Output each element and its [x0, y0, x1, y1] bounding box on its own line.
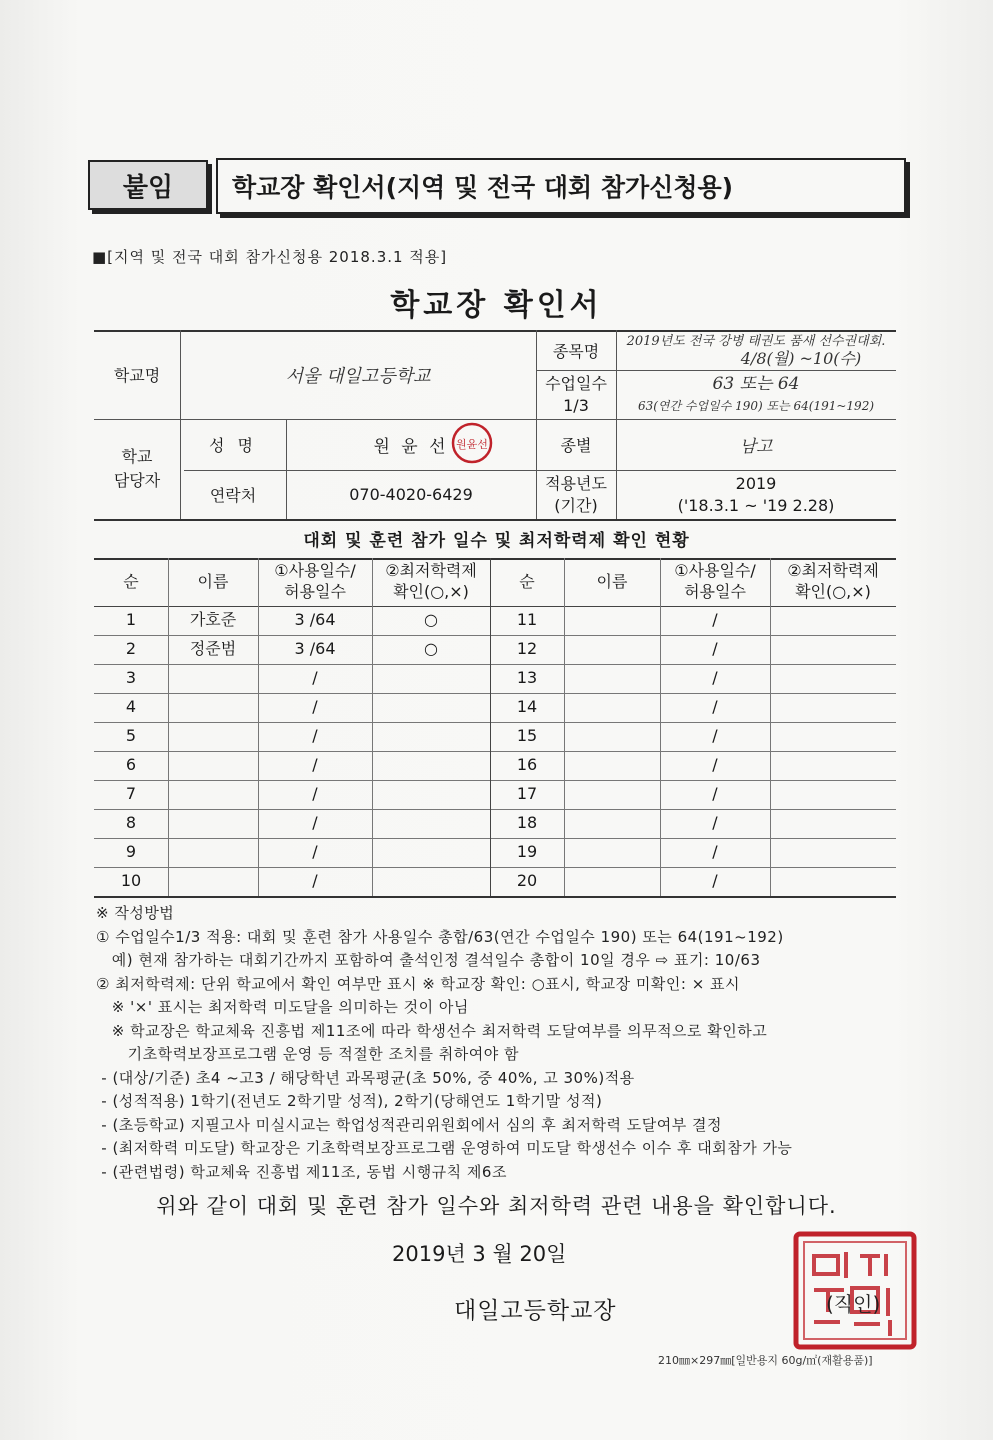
row-check-right: [770, 780, 896, 809]
class-days-value-cell: [616, 370, 896, 419]
grid-line: [94, 558, 896, 560]
class-days-label: 수업일수: [545, 373, 607, 393]
grid-line: [94, 780, 896, 781]
instruction-line: ※ '×' 표시는 최저학력 미도달을 의미하는 것이 아님: [96, 998, 469, 1016]
header-check-line2: 확인(○,×): [795, 582, 871, 601]
row-check-left: [372, 809, 490, 838]
school-name-label: 학교명: [113, 366, 161, 385]
header-name-right: 이름: [596, 571, 628, 591]
category-value: 남고: [739, 437, 773, 457]
staff-label-cell: [94, 419, 180, 519]
row-days-right: /: [712, 871, 718, 891]
event-dates-value: 4/8(월) ~10(수): [740, 349, 862, 368]
row-no-right: 17: [516, 784, 538, 804]
period-value: ('18.3.1 ~ '19 2.28): [677, 495, 835, 515]
contact-label: 연락처: [209, 486, 257, 505]
row-days-left: /: [312, 842, 318, 862]
row-name-right: [564, 693, 660, 722]
year-label-period: (기간): [554, 495, 598, 515]
header-check-line2: 확인(○,×): [393, 582, 469, 601]
row-name-left: [168, 809, 258, 838]
instruction-line: - (초등학교) 지필고사 미실시교는 학업성적관리위원회에서 심의 후 최저학력 도달여부 결정: [96, 1115, 722, 1134]
grid-line: [94, 606, 896, 607]
row-name-right: [564, 867, 660, 896]
row-name-left: [168, 722, 258, 751]
grid-line: [564, 558, 565, 896]
row-name-right: [564, 664, 660, 693]
event-name-value: 2019년도 전국 강병 태권도 품새 선수권대회.: [626, 334, 886, 349]
row-days-left: /: [312, 755, 318, 775]
official-seal: [790, 1228, 920, 1353]
row-name-right: [564, 606, 660, 635]
row-days-right: /: [712, 755, 718, 775]
instruction-line: ① 수업일수1/3 적용: 대회 및 훈련 참가 사용일수 총합/63(연간 수업일수 190) 또는 64(191~192): [96, 927, 784, 946]
grid-line: [94, 664, 896, 665]
staff-seal: [450, 421, 494, 465]
instruction-line: ※ 작성방법: [96, 904, 175, 922]
row-no-right: 18: [516, 813, 538, 833]
row-days-right: /: [712, 784, 718, 804]
instruction-line: - (관련법령) 학교체육 진흥법 제11조, 동법 시행규칙 제6조: [96, 1162, 507, 1181]
row-check-left: [372, 664, 490, 693]
header-days-line2: 허용일수: [284, 582, 346, 601]
grid-line: [372, 558, 373, 896]
row-no-right: 13: [516, 668, 538, 688]
staff-label-1: 학교: [121, 447, 153, 466]
instruction-line: - (최저학력 미도달) 학교장은 기초학력보장프로그램 운영하여 미도달 학생선수 이수 후 대회참가 가능: [96, 1139, 793, 1157]
row-no-right: 15: [516, 726, 538, 746]
grid-line: [94, 635, 896, 636]
event-value-cell: [616, 330, 896, 370]
row-no-left: 4: [125, 697, 137, 717]
grid-line: [490, 558, 491, 896]
header-check-line1: ②최저학력제: [787, 561, 879, 581]
row-name-left: [168, 664, 258, 693]
row-name-right: [564, 838, 660, 867]
row-name-left: 가호준: [189, 610, 237, 630]
row-check-right: [770, 606, 896, 635]
row-no-left: 7: [125, 784, 137, 804]
status-title: 대회 및 훈련 참가 일수 및 최저학력제 확인 현황: [303, 531, 690, 551]
header-days-right: [660, 558, 770, 606]
principal-title: 대일고등학교장: [454, 1298, 617, 1324]
row-check-left: [372, 838, 490, 867]
writing-instructions: [96, 902, 916, 1184]
grid-line: [94, 809, 896, 810]
row-days-left: 3 /64: [294, 639, 336, 659]
row-name-right: [564, 809, 660, 838]
class-days-detail: 63(연간 수업일수 190) 또는 64(191~192): [637, 398, 875, 413]
row-no-left: 1: [125, 610, 137, 630]
row-no-right: 19: [516, 842, 538, 862]
class-days-label-cell: [536, 370, 616, 419]
grid-line: [770, 558, 771, 896]
row-name-left: [168, 693, 258, 722]
grid-line: [94, 693, 896, 694]
row-days-right: /: [712, 813, 718, 833]
row-name-right: [564, 722, 660, 751]
row-check-right: [770, 635, 896, 664]
row-check-left: [372, 780, 490, 809]
row-check-left: [372, 722, 490, 751]
row-check-right: [770, 838, 896, 867]
sign-date: 2019년 3 월 20일: [392, 1242, 567, 1266]
staff-name-value: 원 윤 선: [373, 437, 449, 457]
row-no-left: 6: [125, 755, 137, 775]
info-table: [94, 330, 896, 520]
year-value-cell: [616, 470, 896, 519]
row-name-right: [564, 751, 660, 780]
instruction-line: 예) 현재 참가하는 대회기간까지 포함하여 출석인정 결석일수 총합이 10일 경우 ⇨ 표기: 10/63: [96, 951, 761, 969]
row-check-right: [770, 722, 896, 751]
staff-seal-text: 원윤선: [456, 438, 488, 451]
row-name-left: 정준범: [189, 639, 237, 659]
class-days-value: 63 또는 64: [712, 373, 800, 394]
row-check-left: ○: [424, 639, 438, 659]
row-name-left: [168, 780, 258, 809]
row-check-right: [770, 809, 896, 838]
row-no-left: 3: [125, 668, 137, 688]
row-days-right: /: [712, 639, 718, 659]
header-days-line1: ①사용일수/: [274, 561, 356, 581]
row-days-left: /: [312, 668, 318, 688]
row-check-left: ○: [424, 610, 438, 630]
row-days-right: /: [712, 842, 718, 862]
header-title: 학교장 확인서(지역 및 전국 대회 참가신청용): [216, 158, 906, 214]
row-check-right: [770, 664, 896, 693]
staff-label-2: 담당자: [113, 471, 161, 490]
applies-note: ■[지역 및 전국 대회 참가신청용 2018.3.1 적용]: [92, 248, 448, 266]
grid-line: [94, 751, 896, 752]
row-check-right: [770, 751, 896, 780]
row-no-right: 11: [516, 610, 538, 630]
row-name-right: [564, 635, 660, 664]
class-days-fraction: 1/3: [563, 395, 589, 415]
row-days-right: /: [712, 610, 718, 630]
row-check-left: [372, 751, 490, 780]
instruction-line: ② 최저학력제: 단위 학교에서 확인 여부만 표시 ※ 학교장 확인: ○표시, 학교장 미확인: × 표시: [96, 974, 741, 993]
grid-line: [94, 867, 896, 868]
row-check-right: [770, 867, 896, 896]
header-check-right: [770, 558, 896, 606]
header-check-line1: ②최저학력제: [385, 561, 477, 581]
instruction-line: ※ 학교장은 학교체육 진흥법 제11조에 따라 학생선수 최저학력 도달여부를 의무적으로 확인하고: [96, 1021, 768, 1040]
instruction-line: 기초학력보장프로그램 운영 등 적절한 조치를 취하여야 함: [96, 1045, 519, 1063]
confirmation-statement: 위와 같이 대회 및 훈련 참가 일수와 최저학력 관련 내용을 확인합니다.: [156, 1194, 837, 1218]
row-no-left: 10: [120, 871, 142, 891]
attachment-tag: 붙임: [88, 160, 208, 210]
row-days-left: /: [312, 784, 318, 804]
row-name-left: [168, 838, 258, 867]
document-title: 학교장 확인서: [390, 288, 603, 323]
school-name-value: 서울 대일고등학교: [285, 365, 431, 387]
header-no-left: 순: [123, 571, 139, 591]
header-name-left: 이름: [197, 571, 229, 591]
row-days-left: /: [312, 813, 318, 833]
header-no-right: 순: [519, 571, 535, 591]
row-no-right: 20: [516, 871, 538, 891]
staff-name-label: 성 명: [209, 436, 257, 455]
row-name-left: [168, 751, 258, 780]
row-no-right: 12: [516, 639, 538, 659]
event-label: 종목명: [552, 341, 600, 361]
contact-value: 070-4020-6429: [349, 485, 473, 504]
row-name-right: [564, 780, 660, 809]
row-no-left: 8: [125, 813, 137, 833]
header-check-left: [372, 558, 490, 606]
paper-spec: 210㎜×297㎜[일반용지 60g/㎡(재활용품)]: [658, 1354, 873, 1367]
seal-label: (직인): [826, 1292, 881, 1316]
row-no-left: 2: [125, 639, 137, 659]
row-days-right: /: [712, 668, 718, 688]
row-check-left: [372, 867, 490, 896]
row-no-right: 16: [516, 755, 538, 775]
row-days-right: /: [712, 697, 718, 717]
row-no-left: 9: [125, 842, 137, 862]
row-days-left: /: [312, 697, 318, 717]
grid-line: [660, 558, 661, 896]
row-days-left: /: [312, 726, 318, 746]
row-no-right: 14: [516, 697, 538, 717]
status-table: [94, 558, 896, 898]
instruction-line: - (성적적용) 1학기(전년도 2학기말 성적), 2학기(당해연도 1학기말 성적): [96, 1092, 603, 1110]
header-days-left: [258, 558, 372, 606]
row-days-left: /: [312, 871, 318, 891]
grid-line: [258, 558, 259, 896]
year-label-cell: [536, 470, 616, 519]
year-value: 2019: [735, 473, 777, 493]
row-name-left: [168, 867, 258, 896]
instruction-line: - (대상/기준) 초4 ~고3 / 해당학년 과목평균(초 50%, 중 40%, 고 30%)적용: [96, 1068, 635, 1087]
header-days-line1: ①사용일수/: [674, 561, 756, 581]
category-label: 종별: [560, 436, 592, 455]
row-no-left: 5: [125, 726, 137, 746]
row-check-left: [372, 693, 490, 722]
grid-line: [168, 558, 169, 896]
row-check-right: [770, 693, 896, 722]
grid-line: [94, 838, 896, 839]
row-days-left: 3 /64: [294, 610, 336, 630]
row-days-right: /: [712, 726, 718, 746]
header-days-line2: 허용일수: [684, 582, 746, 601]
year-label: 적용년도: [545, 473, 607, 493]
grid-line: [94, 722, 896, 723]
grid-line: [94, 896, 896, 898]
